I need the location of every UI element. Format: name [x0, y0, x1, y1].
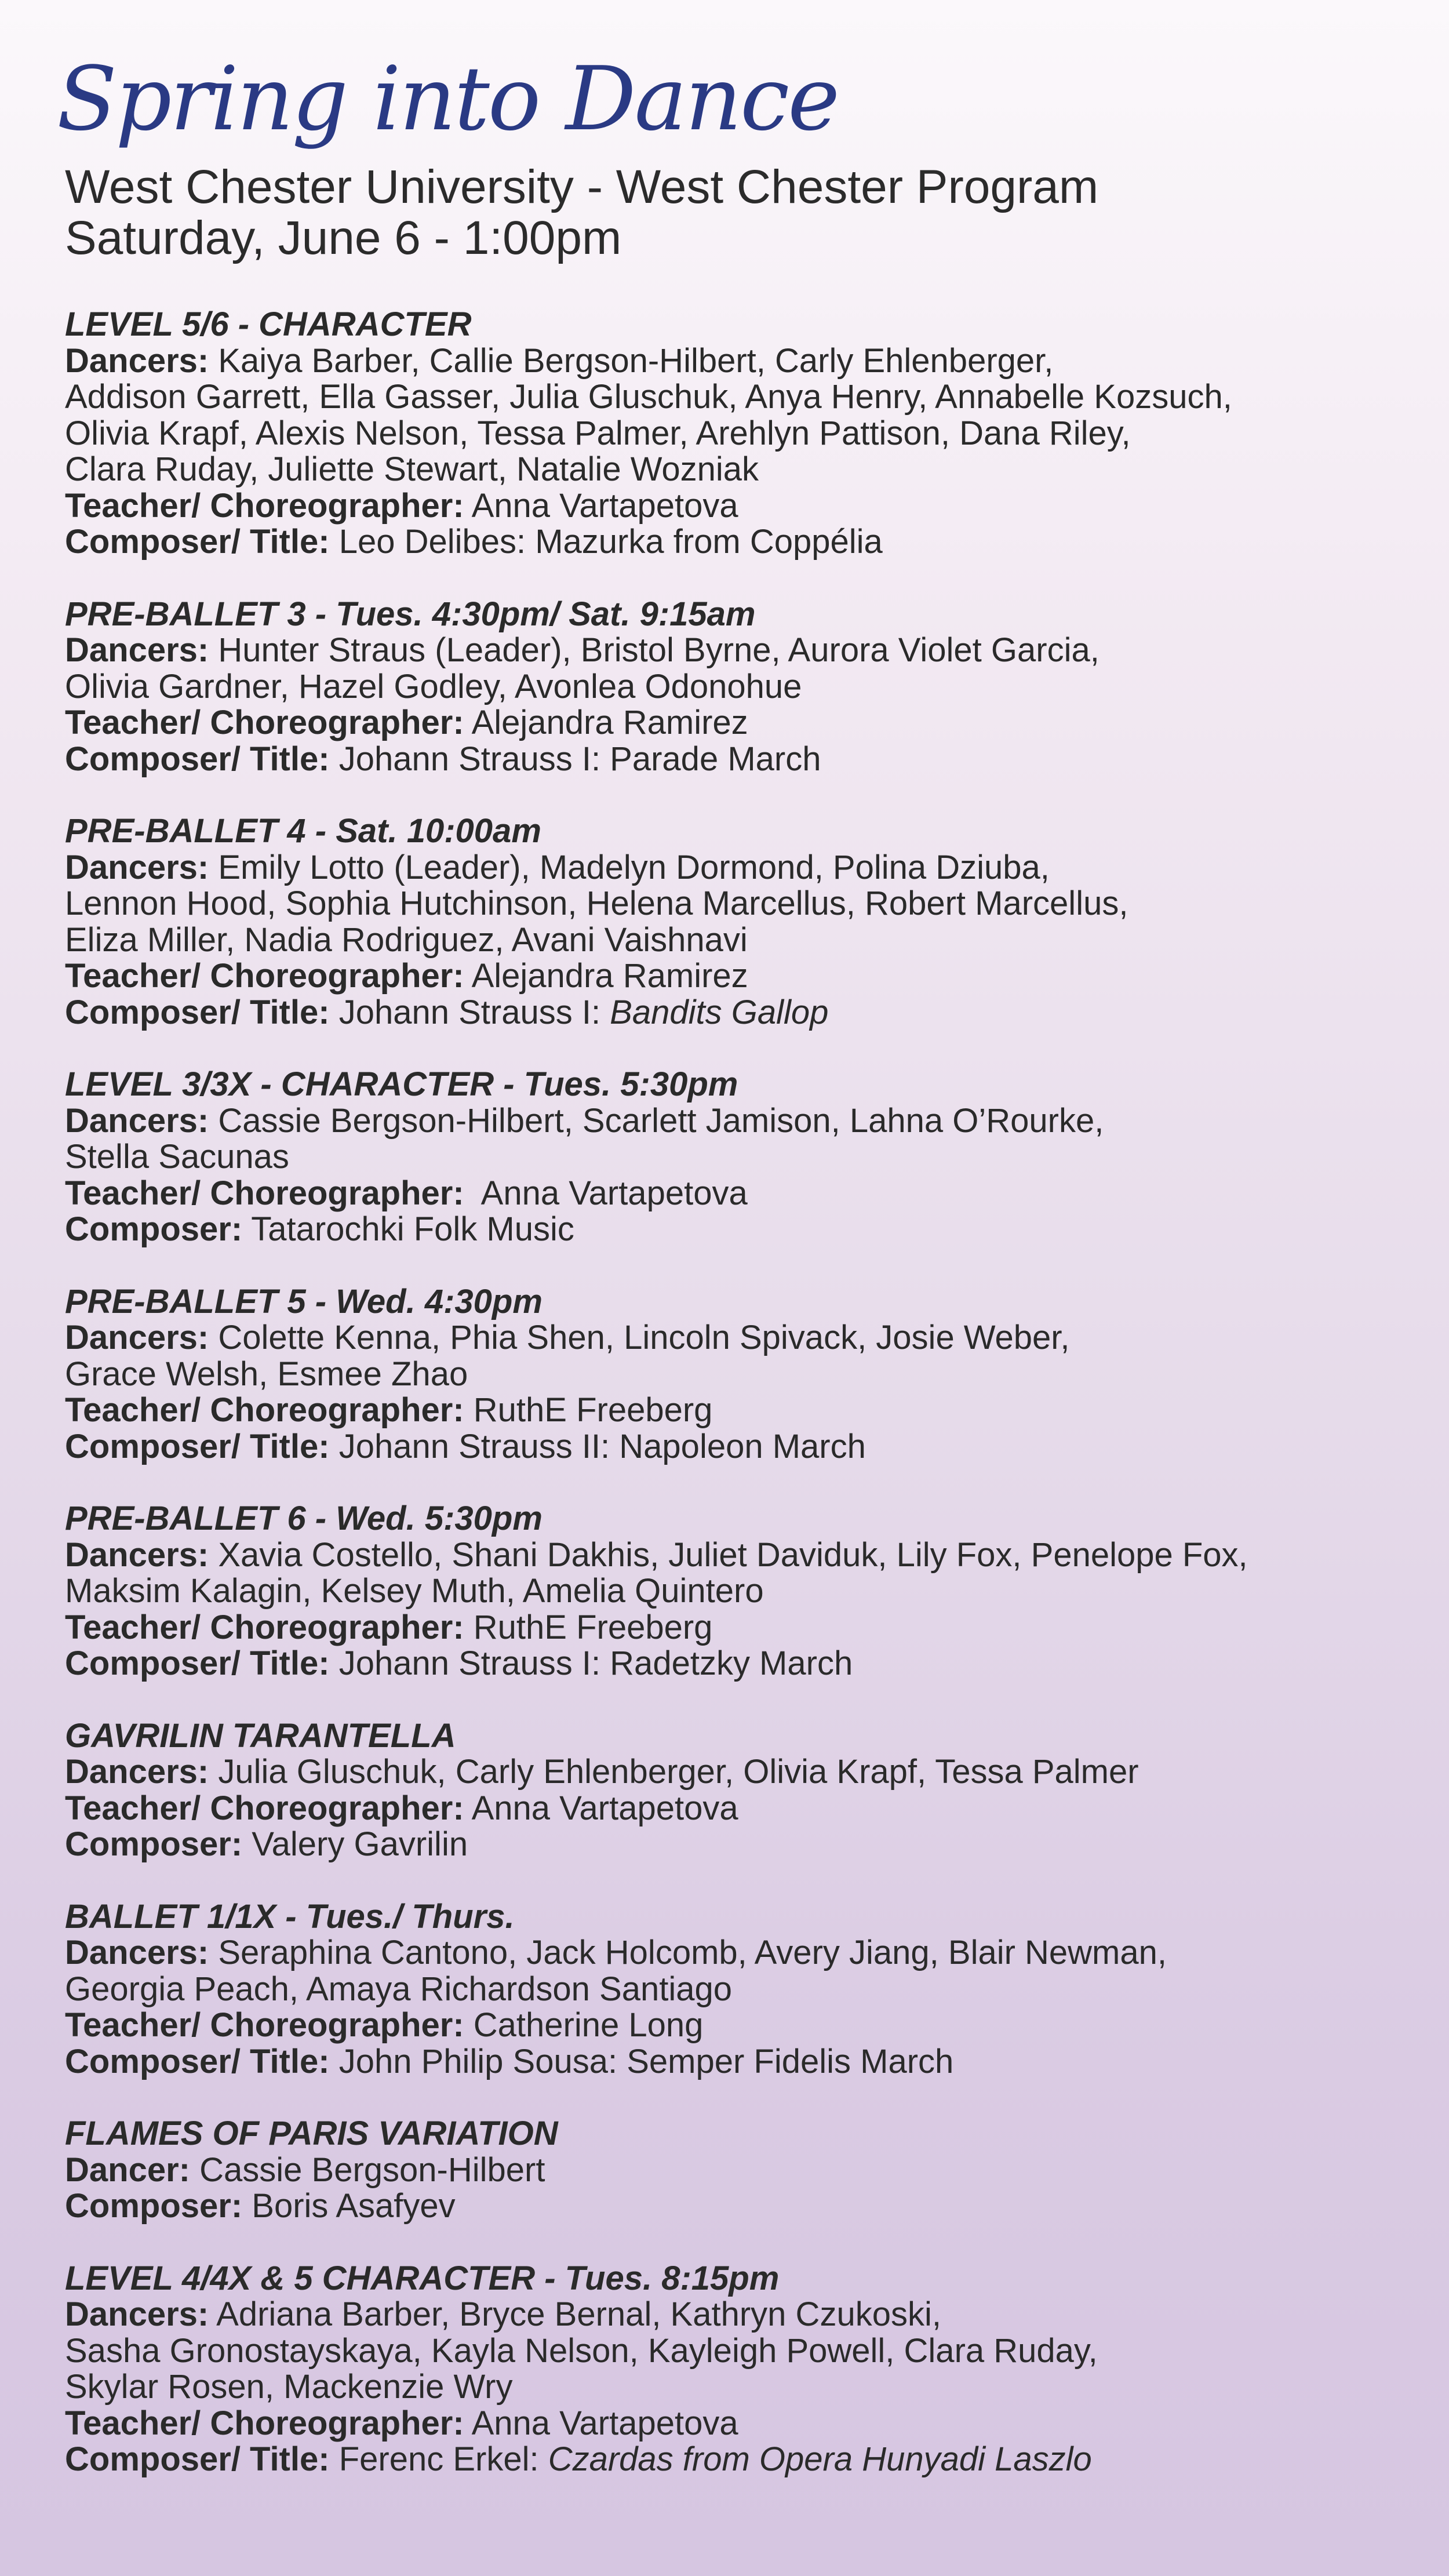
- teacher-label: Teacher/ Choreographer:: [65, 2006, 464, 2044]
- program-section: [65, 307, 1414, 561]
- composer-title-label: Composer/ Title:: [65, 1644, 330, 1682]
- section-heading: PRE-BALLET 3 - Tues. 4:30pm/ Sat. 9:15am: [65, 595, 756, 633]
- dancers-line: [65, 850, 1414, 886]
- composer-line: [65, 2442, 1414, 2478]
- teacher-label: Teacher/ Choreographer:: [65, 1391, 464, 1429]
- dancers-line: [65, 1320, 1414, 1356]
- teacher-name: Anna Vartapetova: [471, 486, 738, 525]
- date-line: Saturday, June 6 - 1:00pm: [65, 212, 622, 264]
- dancers-label: Dancers:: [65, 1536, 209, 1574]
- dancers-names: Hunter Straus (Leader), Bristol Byrne, Aurora Violet Garcia,: [218, 631, 1100, 669]
- dancers-label: Dancers:: [65, 1101, 209, 1140]
- program-section: [65, 2261, 1414, 2478]
- dancers-line: Olivia Krapf, Alexis Nelson, Tessa Palmer, Arehlyn Pattison, Dana Riley,: [65, 414, 1131, 452]
- dancers-line: [65, 1935, 1414, 1971]
- program-section: [65, 596, 1414, 778]
- composer-work: Bandits Gallop: [610, 993, 829, 1031]
- dancers-names: Kaiya Barber, Callie Bergson-Hilbert, Carly Ehlenberger,: [218, 341, 1054, 380]
- composer-name: Johann Strauss I:: [338, 993, 610, 1031]
- dancer-line: [65, 2152, 1414, 2189]
- dancers-line: Clara Ruday, Juliette Stewart, Natalie Wozniak: [65, 450, 759, 488]
- dancers-names: Colette Kenna, Phia Shen, Lincoln Spivack, Josie Weber,: [218, 1319, 1070, 1356]
- dancers-label: Dancers:: [65, 1753, 209, 1791]
- dancers-names: Seraphina Cantono, Jack Holcomb, Avery Jiang, Blair Newman,: [218, 1934, 1167, 1971]
- composer-name: Valery Gavrilin: [252, 1825, 468, 1863]
- composer-title-label: Composer/ Title:: [65, 2440, 330, 2478]
- teacher-label: Teacher/ Choreographer:: [65, 957, 464, 995]
- teacher-label: Teacher/ Choreographer:: [65, 486, 464, 525]
- dancers-label: Dancers:: [65, 1934, 209, 1971]
- composer-label: Composer:: [65, 1825, 243, 1863]
- dancers-line: Addison Garrett, Ella Gasser, Julia Gluschuk, Anya Henry, Annabelle Kozsuch,: [65, 378, 1232, 416]
- dancers-line: [65, 1754, 1414, 1791]
- composer-name: Ferenc Erkel:: [338, 2440, 548, 2478]
- dancer-label: Dancer:: [65, 2151, 190, 2189]
- program-section: [65, 1501, 1414, 1682]
- teacher-name: Alejandra Ramirez: [471, 704, 748, 741]
- teacher-label: Teacher/ Choreographer:: [65, 1789, 464, 1827]
- teacher-line: [65, 705, 1414, 741]
- teacher-label: Teacher/ Choreographer:: [65, 2404, 464, 2442]
- dancers-label: Dancers:: [65, 1319, 209, 1356]
- venue-line: West Chester University - West Chester Program: [65, 161, 1099, 213]
- composer-name: Johann Strauss I: Parade March: [338, 740, 821, 778]
- teacher-name: Alejandra Ramirez: [471, 957, 748, 995]
- dancers-line: [65, 1103, 1414, 1140]
- section-heading: PRE-BALLET 5 - Wed. 4:30pm: [65, 1282, 543, 1320]
- teacher-line: [65, 1392, 1414, 1429]
- composer-name: Johann Strauss II: Napoleon March: [338, 1427, 866, 1465]
- composer-title-label: Composer/ Title:: [65, 1427, 330, 1465]
- teacher-line: [65, 488, 1414, 525]
- teacher-name: Anna Vartapetova: [471, 1789, 738, 1827]
- teacher-name: Anna Vartapetova: [480, 1174, 748, 1212]
- dancers-line: Georgia Peach, Amaya Richardson Santiago: [65, 1970, 733, 2008]
- teacher-name: Catherine Long: [473, 2006, 704, 2044]
- composer-work: Czardas from Opera Hunyadi Laszlo: [548, 2440, 1092, 2478]
- program-section: [65, 1718, 1414, 1863]
- dancers-line: Skylar Rosen, Mackenzie Wry: [65, 2368, 513, 2406]
- section-heading: GAVRILIN TARANTELLA: [65, 1716, 456, 1755]
- composer-line: [65, 1646, 1414, 1682]
- composer-title-label: Composer/ Title:: [65, 2042, 330, 2080]
- teacher-line: [65, 2007, 1414, 2044]
- dancers-names: Emily Lotto (Leader), Madelyn Dormond, Polina Dziuba,: [218, 848, 1050, 886]
- dancer-name: Cassie Bergson-Hilbert: [199, 2151, 545, 2189]
- teacher-line: [65, 1791, 1414, 1827]
- composer-label: Composer:: [65, 2187, 243, 2225]
- dancers-line: Stella Sacunas: [65, 1138, 289, 1176]
- section-heading: PRE-BALLET 4 - Sat. 10:00am: [65, 812, 541, 850]
- teacher-line: [65, 958, 1414, 995]
- composer-title-label: Composer/ Title:: [65, 523, 330, 561]
- dancers-names: Xavia Costello, Shani Dakhis, Juliet Daviduk, Lily Fox, Penelope Fox,: [218, 1536, 1248, 1574]
- program-section: [65, 813, 1414, 1031]
- composer-line: [65, 741, 1414, 778]
- dancers-names: Adriana Barber, Bryce Bernal, Kathryn Czukoski,: [216, 2295, 941, 2333]
- composer-name: Tatarochki Folk Music: [251, 1210, 574, 1248]
- program-section: [65, 1067, 1414, 1248]
- dancers-label: Dancers:: [65, 848, 209, 886]
- teacher-name: Anna Vartapetova: [471, 2404, 738, 2442]
- dancers-line: [65, 1537, 1414, 1574]
- teacher-name: RuthE Freeberg: [473, 1391, 713, 1429]
- composer-name: Leo Delibes: Mazurka from Coppélia: [338, 523, 883, 561]
- composer-line: [65, 1827, 1414, 1863]
- composer-line: [65, 2044, 1414, 2080]
- dancers-line: Lennon Hood, Sophia Hutchinson, Helena Marcellus, Robert Marcellus,: [65, 885, 1128, 922]
- teacher-line: [65, 2406, 1414, 2442]
- composer-name: John Philip Sousa: Semper Fidelis March: [338, 2042, 954, 2080]
- composer-line: [65, 2188, 1414, 2225]
- program-section: [65, 1899, 1414, 2080]
- section-heading: FLAMES OF PARIS VARIATION: [65, 2115, 558, 2152]
- teacher-label: Teacher/ Choreographer:: [65, 1174, 464, 1212]
- dancers-line: Grace Welsh, Esmee Zhao: [65, 1355, 468, 1393]
- dancers-label: Dancers:: [65, 631, 209, 669]
- teacher-line: [65, 1176, 1414, 1212]
- dancers-line: Eliza Miller, Nadia Rodriguez, Avani Vaishnavi: [65, 920, 748, 959]
- composer-line: [65, 1429, 1414, 1465]
- teacher-label: Teacher/ Choreographer:: [65, 1608, 464, 1646]
- composer-line: [65, 524, 1414, 561]
- dancers-names: Julia Gluschuk, Carly Ehlenberger, Olivia Krapf, Tessa Palmer: [218, 1753, 1139, 1791]
- composer-line: [65, 995, 1414, 1031]
- dancers-line: [65, 2297, 1414, 2333]
- page-title: Spring into Dance: [57, 48, 839, 150]
- dancers-label: Dancers:: [65, 2295, 209, 2333]
- composer-title-label: Composer/ Title:: [65, 740, 330, 778]
- dancers-label: Dancers:: [65, 341, 209, 380]
- program-section: [65, 1284, 1414, 1465]
- dancers-line: [65, 632, 1414, 669]
- section-heading: LEVEL 4/4X & 5 CHARACTER - Tues. 8:15pm: [65, 2259, 780, 2297]
- dancers-names: Cassie Bergson-Hilbert, Scarlett Jamison, Lahna O’Rourke,: [218, 1101, 1104, 1140]
- dancers-line: Olivia Gardner, Hazel Godley, Avonlea Odonohue: [65, 667, 802, 705]
- dancers-line: Maksim Kalagin, Kelsey Muth, Amelia Quintero: [65, 1572, 764, 1610]
- program-section: [65, 2116, 1414, 2225]
- teacher-line: [65, 1610, 1414, 1646]
- dancers-line: [65, 343, 1414, 380]
- teacher-label: Teacher/ Choreographer:: [65, 704, 464, 741]
- section-heading: PRE-BALLET 6 - Wed. 5:30pm: [65, 1500, 543, 1537]
- section-heading: BALLET 1/1X - Tues./ Thurs.: [65, 1897, 515, 1935]
- section-heading: LEVEL 3/3X - CHARACTER - Tues. 5:30pm: [65, 1065, 738, 1103]
- composer-name: Johann Strauss I: Radetzky March: [338, 1644, 853, 1682]
- composer-title-label: Composer/ Title:: [65, 993, 330, 1031]
- section-heading: LEVEL 5/6 - CHARACTER: [65, 305, 472, 343]
- composer-label: Composer:: [65, 1210, 243, 1248]
- teacher-name: RuthE Freeberg: [473, 1608, 713, 1646]
- composer-line: [65, 1211, 1414, 1248]
- composer-name: Boris Asafyev: [252, 2187, 456, 2225]
- dancers-line: Sasha Gronostayskaya, Kayla Nelson, Kayleigh Powell, Clara Ruday,: [65, 2331, 1098, 2370]
